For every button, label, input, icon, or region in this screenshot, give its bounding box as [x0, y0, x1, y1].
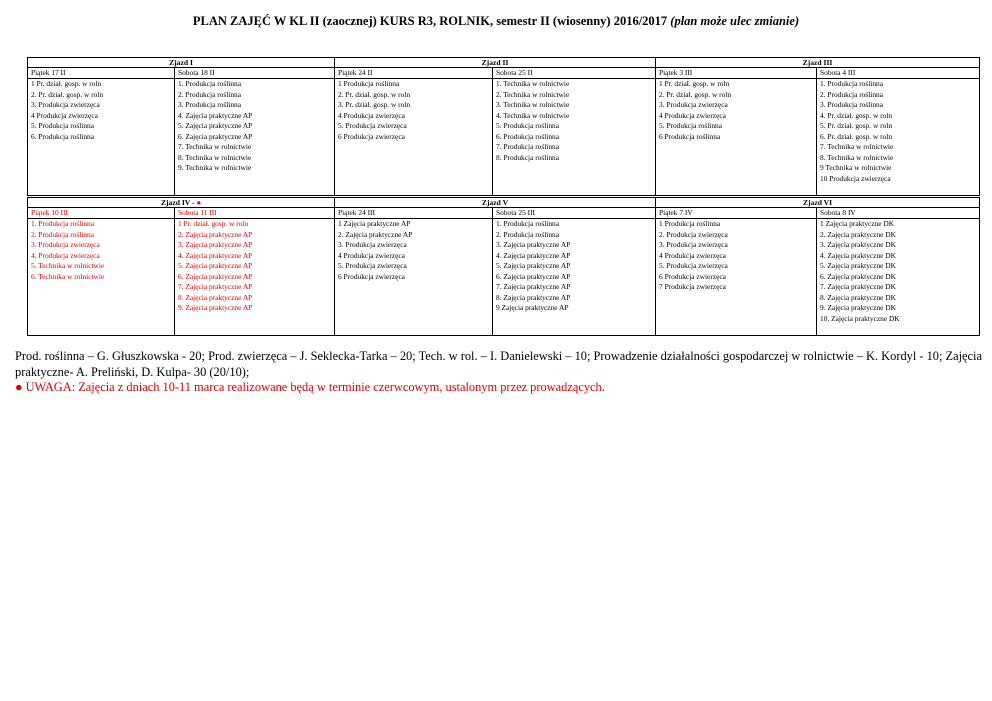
day-header: Piątek 17 II — [28, 68, 175, 79]
warning-text: ● UWAGA: Zajęcia z dniach 10-11 marca realizowane będą w terminie czerwcowym, ustalonym przez prowadzących — [15, 380, 602, 394]
lesson-item: 1 Pr. dział. gosp. w roln — [31, 79, 102, 88]
lesson-item: 9. Zajęcia praktyczne AP — [178, 303, 253, 312]
lesson-item: 8. Technika w rolnictwie — [178, 152, 252, 162]
lesson-item: 4 Produkcja zwierzęca — [338, 110, 405, 120]
lesson-item: 2. Produkcja roślinna — [31, 229, 95, 239]
lesson-item: 3. Produkcja zwierzęca — [659, 240, 728, 249]
lesson-item: 2. Produkcja roślinna — [496, 229, 560, 239]
lesson-item: 4 Produkcja zwierzęca — [659, 110, 726, 120]
lesson-item: 1 Zajęcia praktyczne AP — [338, 219, 411, 228]
lesson-item: 5. Zajęcia praktyczne AP — [178, 121, 253, 130]
lesson-item: 7. Technika w rolnictwie — [820, 142, 894, 151]
lesson-list — [175, 79, 335, 196]
lessons-row — [28, 219, 980, 336]
lesson-item: 9. Technika w rolnictwie — [178, 163, 252, 172]
zjazd-label: Zjazd III — [656, 58, 980, 68]
lesson-item: 2. Zajęcia praktyczne DK — [820, 229, 896, 239]
lesson-item: 1 Pr. dział. gosp. w roln — [659, 79, 730, 88]
lesson-item: 1. Produkcja roślinna — [820, 79, 884, 88]
lesson-item: 4. Produkcja zwierzęca — [31, 250, 100, 260]
lesson-item: 9. Zajęcia praktyczne DK — [820, 303, 896, 312]
zjazd-label — [28, 198, 335, 208]
lesson-item: 1 Produkcja roślinna — [659, 219, 721, 228]
lessons-row — [28, 79, 980, 196]
lesson-item: 3. Zajęcia praktyczne AP — [178, 240, 253, 249]
lesson-item: 6. Zajęcia praktyczne AP — [178, 131, 253, 141]
lesson-item: 6 Produkcja roślinna — [659, 131, 721, 141]
lesson-item: 1. Technika w rolnictwie — [496, 79, 570, 88]
day-header: Piątek 24 II — [335, 68, 493, 79]
warning-note — [15, 380, 983, 396]
day-header: Sobota 18 II — [175, 68, 335, 79]
lesson-item: 4. Zajęcia praktyczne AP — [496, 250, 571, 260]
schedule-table-bottom — [27, 197, 980, 336]
day-header: Sobota 8 IV — [817, 208, 980, 219]
teachers-note: Prod. roślinna – G. Głuszkowska - 20; Prod. zwierzęca – J. Seklecka-Tarka – 20; Tech. w rol. – I. Danielewski – 10; Prowadzenie działalności gospodarczej w rolnictwie – K. Kordyl - 10; Zajęcia praktyczne- A. Preliński, D. Kulpa- 30 (20/10); — [15, 349, 982, 379]
day-header: Sobota 25 II — [493, 68, 656, 79]
lesson-item: 6. Zajęcia praktyczne DK — [820, 271, 896, 281]
lesson-item: 3. Produkcja zwierzęca — [338, 240, 407, 249]
lesson-item: 5. Produkcja roślinna — [659, 121, 723, 130]
zjazd-label: Zjazd I — [28, 58, 335, 68]
lesson-item: 3. Produkcja zwierzęca — [31, 100, 100, 109]
warning-end: . — [601, 380, 605, 394]
lesson-item: 4. Technika w rolnictwie — [496, 110, 570, 120]
lesson-item: 4. Zajęcia praktyczne AP — [178, 110, 253, 120]
zjazd-label: Zjazd VI — [656, 198, 980, 208]
lesson-item: 5. Technika w rolnictwie — [31, 261, 105, 270]
lesson-item: 3. Zajęcia praktyczne DK — [820, 240, 896, 249]
lesson-item: 5. Zajęcia praktyczne AP — [178, 261, 253, 270]
warning-marker: ● — [196, 198, 202, 207]
lesson-item: 6. Produkcja roślinna — [31, 131, 95, 141]
schedule-table-top — [27, 57, 980, 196]
day-header: Piątek 10 III — [28, 208, 175, 219]
lesson-list — [335, 79, 493, 196]
lesson-item: 8. Zajęcia praktyczne AP — [496, 292, 571, 302]
lesson-item: 6 Produkcja zwierzęca — [338, 271, 405, 281]
lesson-item: 10 Produkcja zwierzęca — [820, 173, 891, 183]
lesson-item: 5. Produkcja roślinna — [31, 121, 95, 130]
lesson-list — [656, 79, 817, 196]
lesson-item: 3. Produkcja roślinna — [820, 100, 884, 109]
lesson-list — [493, 219, 656, 336]
lesson-list — [493, 79, 656, 196]
lesson-item: 5. Zajęcia praktyczne DK — [820, 261, 896, 270]
lesson-item: 3. Zajęcia praktyczne AP — [496, 240, 571, 249]
lesson-list — [817, 79, 980, 196]
title-note: (plan może ulec zmianie) — [670, 14, 800, 28]
lesson-item: 7. Zajęcia praktyczne DK — [820, 282, 896, 291]
day-header: Piątek 7 IV — [656, 208, 817, 219]
footer-notes — [15, 349, 983, 396]
lesson-item: 6 Produkcja zwierzęca — [659, 271, 726, 281]
lesson-list — [28, 79, 175, 196]
lesson-item: 3. Produkcja zwierzęca — [659, 100, 728, 109]
lesson-item: 1. Produkcja roślinna — [31, 219, 95, 228]
lesson-item: 8. Zajęcia praktyczne AP — [178, 292, 253, 302]
zjazd-label: Zjazd II — [335, 58, 656, 68]
day-header: Sobota 4 III — [817, 68, 980, 79]
lesson-item: 5. Produkcja zwierzęca — [338, 121, 407, 130]
lesson-item: 2. Pr. dział. gosp. w roln — [338, 89, 411, 99]
lesson-item: 2. Produkcja zwierzęca — [659, 229, 728, 239]
day-header: Sobota 11 III — [175, 208, 335, 219]
lesson-item: 2. Technika w rolnictwie — [496, 89, 570, 99]
day-header: Sobota 25 III — [493, 208, 656, 219]
day-header-row — [28, 68, 980, 79]
zjazd-header-row — [28, 198, 980, 208]
lesson-item: 7. Zajęcia praktyczne AP — [178, 282, 253, 291]
lesson-item: 2. Produkcja roślinna — [178, 89, 242, 99]
lesson-item: 2. Produkcja roślinna — [820, 89, 884, 99]
lesson-item: 6. Technika w rolnictwie — [31, 271, 105, 281]
lesson-item: 8. Produkcja roślinna — [496, 152, 560, 162]
lesson-item: 2. Zajęcia praktyczne AP — [178, 229, 253, 239]
day-header: Piątek 3 III — [656, 68, 817, 79]
lesson-item: 4. Zajęcia praktyczne AP — [178, 250, 253, 260]
lesson-item: 2. Zajęcia praktyczne AP — [338, 229, 413, 239]
lesson-item: 5. Zajęcia praktyczne AP — [496, 261, 571, 270]
lesson-item: 6. Pr. dział. gosp. w roln — [820, 131, 893, 141]
lesson-item: 4 Produkcja zwierzęca — [338, 250, 405, 260]
lesson-item: 4 Produkcja zwierzęca — [659, 250, 726, 260]
lesson-item: 3. Pr. dział. gosp. w roln — [338, 100, 411, 109]
lesson-item: 3. Produkcja zwierzęca — [31, 240, 100, 249]
lesson-item: 3. Technika w rolnictwie — [496, 100, 570, 109]
lesson-list — [817, 219, 980, 336]
lesson-item: 4. Pr. dział. gosp. w roln — [820, 110, 893, 120]
lesson-item: 4 Produkcja zwierzęca — [31, 110, 98, 120]
lesson-item: 8. Zajęcia praktyczne DK — [820, 292, 896, 302]
lesson-item: 1 Produkcja roślinna — [338, 79, 400, 88]
lesson-item: 4. Zajęcia praktyczne DK — [820, 250, 896, 260]
lesson-item: 6. Zajęcia praktyczne AP — [496, 271, 571, 281]
title-text: PLAN ZAJĘĆ W KL II (zaocznej) KURS R3, ROLNIK, semestr II (wiosenny) 2016/2017 — [192, 14, 668, 28]
lesson-item: 5. Produkcja roślinna — [496, 121, 560, 130]
lesson-item: 7. Technika w rolnictwie — [178, 142, 252, 151]
page-title — [0, 14, 992, 29]
zjazd-header-row — [28, 58, 980, 68]
lesson-item: 2. Pr. dział. gosp. w roln — [659, 89, 732, 99]
lesson-item: 7 Produkcja zwierzęca — [659, 282, 726, 291]
zjazd-label: Zjazd V — [335, 198, 656, 208]
lesson-item: 10. Zajęcia praktyczne DK — [820, 313, 900, 323]
lesson-item: 1. Produkcja roślinna — [178, 79, 242, 88]
lesson-item: 7. Produkcja roślinna — [496, 142, 560, 151]
day-header-row — [28, 208, 980, 219]
lesson-item: 9 Technika w rolnictwie — [820, 163, 892, 172]
lesson-item: 1 Pr. dział. gosp. w roln — [178, 219, 249, 228]
lesson-list — [656, 219, 817, 336]
lesson-item: 1. Produkcja roślinna — [496, 219, 560, 228]
lesson-item: 1 Zajęcia praktyczne DK — [820, 219, 895, 228]
lesson-list — [28, 219, 175, 336]
lesson-item: 5. Pr. dział. gosp. w roln — [820, 121, 893, 130]
lesson-item: 9 Zajęcia praktyczne AP — [496, 303, 569, 312]
lesson-list — [335, 219, 493, 336]
lesson-item: 8. Technika w rolnictwie — [820, 152, 894, 162]
lesson-item: 3. Produkcja roślinna — [178, 100, 242, 109]
lesson-item: 5. Produkcja zwierzęca — [338, 261, 407, 270]
day-header: Piątek 24 III — [335, 208, 493, 219]
lesson-item: 6 Produkcja zwierzęca — [338, 131, 405, 141]
lesson-list — [175, 219, 335, 336]
zjazd-label-text: Zjazd IV - — [160, 198, 197, 207]
lesson-item: 7. Zajęcia praktyczne AP — [496, 282, 571, 291]
lesson-item: 2. Pr. dział. gosp. w roln — [31, 89, 104, 99]
lesson-item: 5. Produkcja zwierzęca — [659, 261, 728, 270]
lesson-item: 6. Produkcja roślinna — [496, 131, 560, 141]
lesson-item: 6. Zajęcia praktyczne AP — [178, 271, 253, 281]
